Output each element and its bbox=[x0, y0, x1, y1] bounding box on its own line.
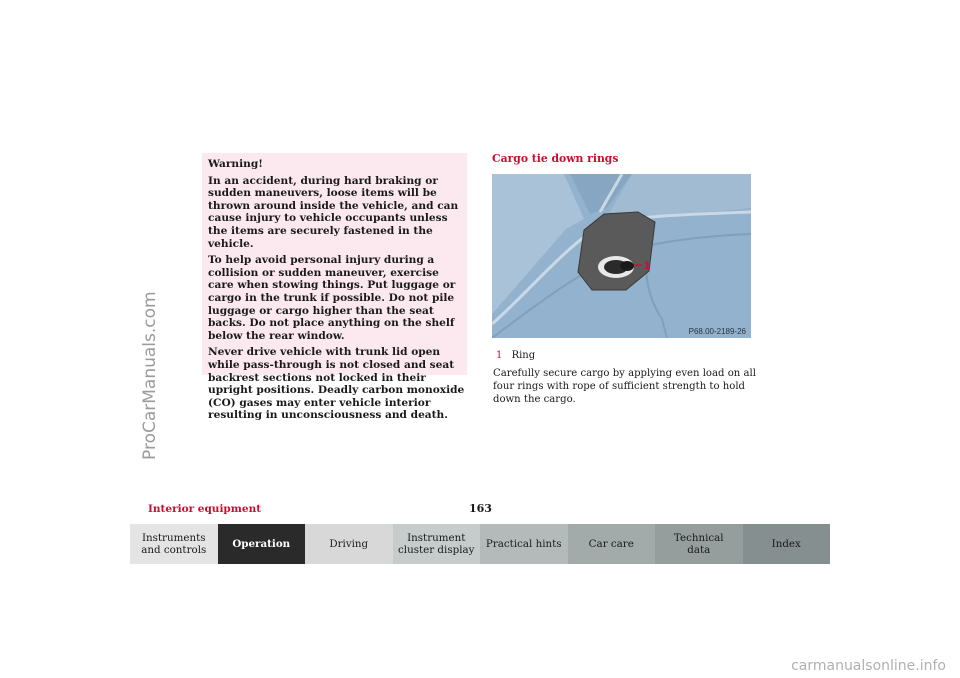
section-title: Cargo tie down rings bbox=[492, 152, 619, 165]
nav-instruments-and-controls[interactable] bbox=[130, 524, 218, 564]
figure-code: P68.00-2189-26 bbox=[688, 327, 746, 336]
figure-caption bbox=[496, 350, 535, 361]
nav-operation-label: Operation bbox=[232, 538, 291, 550]
figure-callout-1: 1 bbox=[644, 260, 651, 272]
caption-label: Ring bbox=[511, 350, 536, 361]
warning-paragraph-2: To help avoid personal injury during a collision or sudden maneuver, exercise care when stowing things. Put luggage or cargo in the trunk if possible. Do not pile luggage or cargo higher than the seat backs. Do not place anything on the shelf below the rear window. bbox=[208, 254, 456, 342]
cargo-ring-illustration bbox=[492, 174, 751, 338]
nav-driving[interactable] bbox=[305, 524, 393, 564]
nav-index-label: Index bbox=[771, 538, 801, 550]
cargo-ring-figure bbox=[492, 174, 751, 338]
warning-paragraph-1: In an accident, during hard braking or sudden maneuvers, loose items will be thrown around inside the vehicle, and can cause injury to vehicle occupants unless the items are securely fastened in the vehicle. bbox=[208, 174, 459, 250]
nav-car-care[interactable] bbox=[568, 524, 656, 564]
nav-technical-data-label: Technical data bbox=[673, 532, 724, 556]
warning-box bbox=[202, 153, 467, 422]
nav-instruments-and-controls-label: Instruments and controls bbox=[141, 532, 207, 556]
watermark-carmanualsonline: carmanualsonline.info bbox=[791, 658, 946, 674]
warning-paragraph-3: Never drive vehicle with trunk lid open while pass-through is not closed and seat backrest sections not locked in their upright positions. Deadly carbon monoxide (CO) gases may enter vehicle interior resulting in unconsciousness and death. bbox=[208, 346, 465, 422]
page-number: 163 bbox=[469, 502, 492, 515]
nav-practical-hints[interactable] bbox=[480, 524, 568, 564]
nav-driving-label: Driving bbox=[329, 538, 369, 550]
nav-operation[interactable] bbox=[218, 524, 306, 564]
caption-number: 1 bbox=[496, 350, 503, 361]
nav-instrument-cluster-display[interactable] bbox=[393, 524, 481, 564]
chapter-nav bbox=[130, 524, 830, 564]
watermark-procarmanuals-text: ProCarManuals.com bbox=[140, 291, 160, 460]
nav-index[interactable] bbox=[743, 524, 831, 564]
nav-technical-data[interactable] bbox=[655, 524, 743, 564]
warning-content bbox=[208, 158, 466, 426]
cargo-instructions: Carefully secure cargo by applying even load on all four rings with rope of sufficient strength to hold down the cargo. bbox=[493, 368, 756, 405]
footer-section-title: Interior equipment bbox=[148, 503, 262, 515]
warning-title: Warning! bbox=[208, 158, 263, 170]
nav-car-care-label: Car care bbox=[588, 538, 634, 550]
nav-instrument-cluster-display-label: Instrument cluster display bbox=[398, 532, 475, 556]
nav-practical-hints-label: Practical hints bbox=[485, 538, 562, 550]
